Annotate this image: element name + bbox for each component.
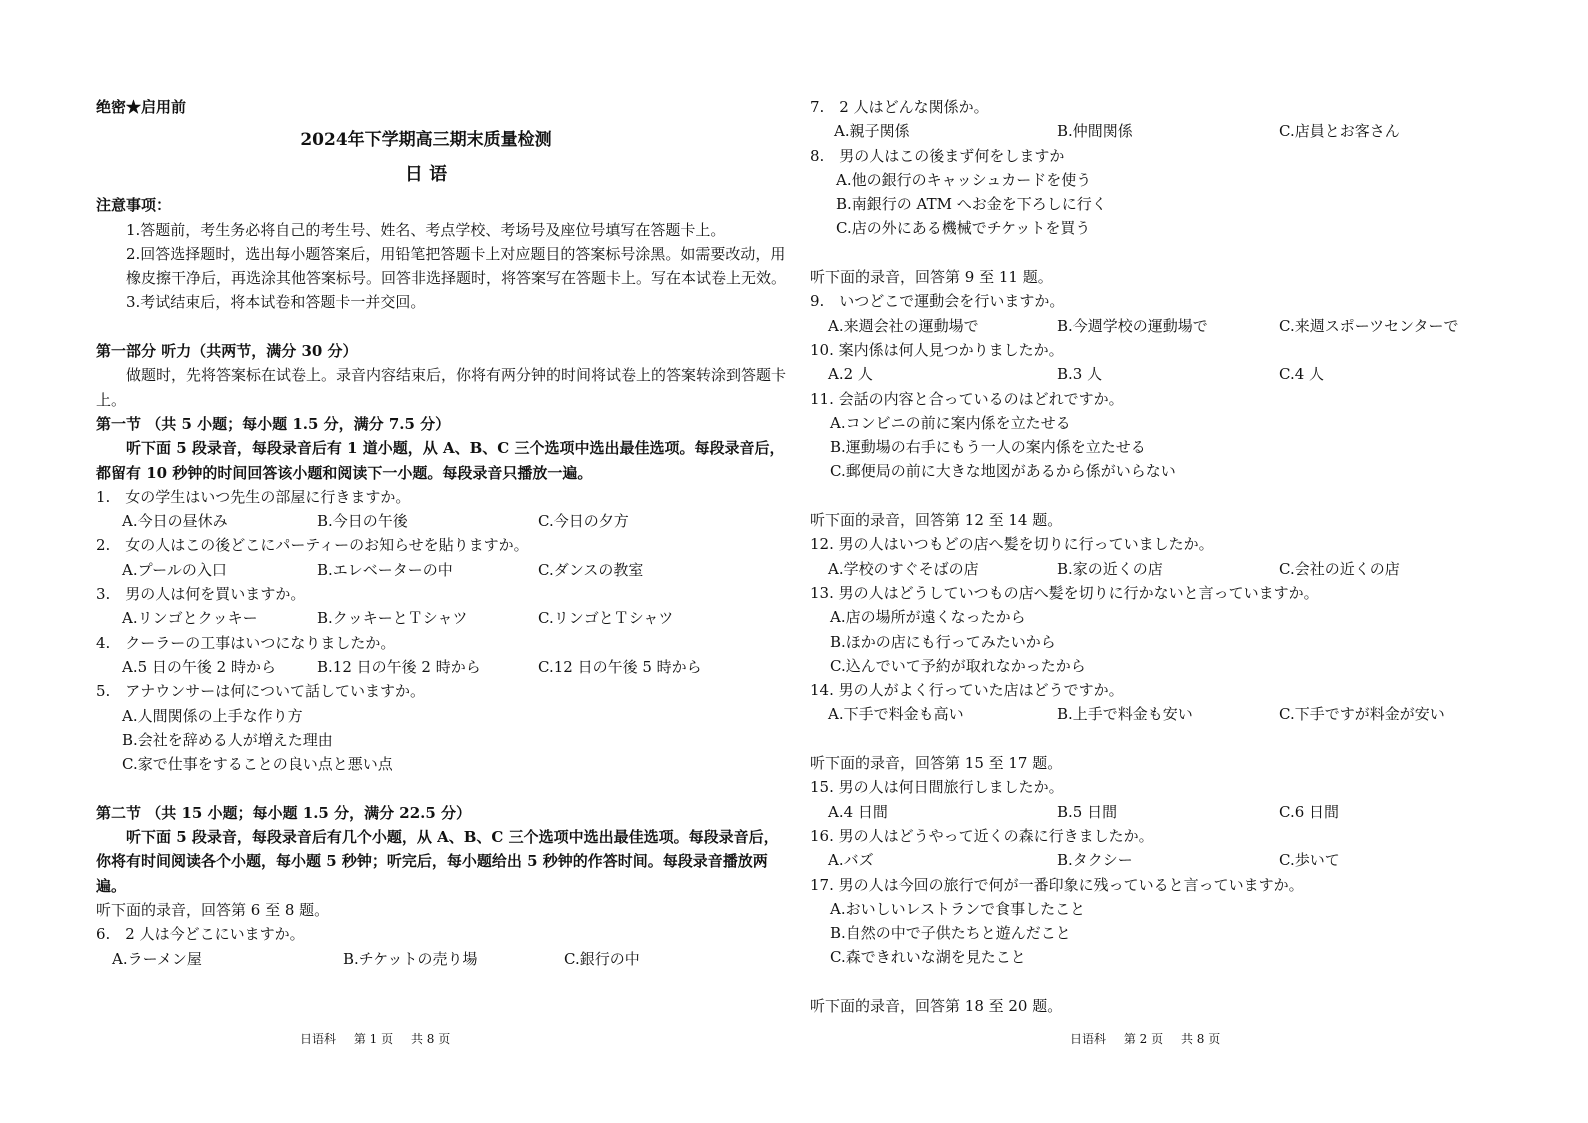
page-2-content bbox=[810, 95, 1500, 1018]
option-a: A.来週会社の運動場で bbox=[828, 316, 979, 335]
option-b: B.今週学校の運動場で bbox=[1057, 316, 1208, 335]
option-a: A.ラーメン屋 bbox=[112, 949, 202, 968]
part1-heading: 第一部分 听力（共两节，满分 30 分） bbox=[96, 342, 358, 361]
question-stem: 12. 男の人はいつもどの店へ髪を切りに行っていましたか。 bbox=[810, 535, 1214, 554]
options-row bbox=[810, 119, 1500, 143]
spacer bbox=[810, 970, 1500, 994]
option-b: B.ほかの店にも行ってみたいから bbox=[830, 632, 1056, 651]
part1-intro: 做题时，先将答案标在试卷上。录音内容结束后，你将有两分钟的时间将试卷上的答案转涂到答题卡上。 bbox=[96, 366, 787, 409]
option-b: B.クッキーとＴシャツ bbox=[317, 609, 468, 628]
question-6 bbox=[96, 922, 786, 971]
question-stem: 1. 女の学生はいつ先生の部屋に行きますか。 bbox=[96, 487, 411, 506]
option-b: B.家の近くの店 bbox=[1057, 559, 1163, 578]
confidential-label: 绝密★启用前 bbox=[96, 98, 187, 116]
spacer bbox=[810, 241, 1500, 265]
section2-heading: 第二节 （共 15 小题；每小题 1.5 分，满分 22.5 分） bbox=[96, 803, 472, 822]
option-b: B.南銀行の ATM へお金を下ろしに行く bbox=[836, 195, 1107, 214]
options-row bbox=[96, 558, 786, 582]
option-b: B.今日の午後 bbox=[317, 512, 408, 531]
options-row bbox=[96, 509, 786, 533]
option-b: B.エレベーターの中 bbox=[317, 560, 453, 579]
question-10 bbox=[810, 338, 1500, 387]
options-row bbox=[810, 848, 1500, 872]
option-c: C.歩いて bbox=[1279, 851, 1340, 870]
footer-subject: 日语科 bbox=[300, 1032, 337, 1046]
question-stem: 16. 男の人はどうやって近くの森に行きましたか。 bbox=[810, 826, 1154, 845]
group-instruction: 听下面的录音，回答第 6 至 8 题。 bbox=[96, 900, 330, 919]
option-a: A.プールの入口 bbox=[122, 560, 227, 579]
section1-heading: 第一节 （共 5 小题；每小题 1.5 分，满分 7.5 分） bbox=[96, 414, 451, 433]
notes-list bbox=[96, 218, 786, 315]
footer-total-pages: 共 8 页 bbox=[410, 1032, 451, 1046]
page-footer bbox=[1070, 1030, 1234, 1047]
option-b: B.タクシー bbox=[1057, 851, 1133, 870]
exam-title: 2024年下学期高三期末质量检测 bbox=[300, 130, 552, 151]
question-stem: 9. いつどこで運動会を行いますか。 bbox=[810, 292, 1065, 311]
option-a: A.下手で料金も高い bbox=[828, 705, 964, 724]
question-8 bbox=[810, 144, 1500, 241]
question-stem: 11. 会話の内容と合っているのはどれですか。 bbox=[810, 389, 1124, 408]
note-item: 1.答题前，考生务必将自己的考生号、姓名、考点学校、考场号及座位号填写在答题卡上。 bbox=[126, 220, 726, 239]
section2-instructions: 听下面 5 段录音，每段录音后有几个小题，从 A、B、C 三个选项中选出最佳选项。每段录音后，你将有时间阅读各个小题，每小题 5 秒钟；听完后，每小题给出 5 秒钟的作答时间。每段录音播放两遍。 bbox=[96, 828, 779, 895]
spacer bbox=[810, 727, 1500, 751]
option-a: A.コンビニの前に案内係を立たせる bbox=[830, 413, 1071, 432]
options-row bbox=[810, 557, 1500, 581]
footer-total-pages: 共 8 页 bbox=[1180, 1032, 1221, 1046]
option-a: A.学校のすぐそばの店 bbox=[828, 559, 979, 578]
question-2 bbox=[96, 533, 786, 582]
option-a: A.2 人 bbox=[828, 365, 873, 384]
group-instruction: 听下面的录音，回答第 15 至 17 题。 bbox=[810, 754, 1063, 773]
page-footer bbox=[300, 1030, 464, 1047]
option-c: C.郵便局の前に大きな地図があるから係がいらない bbox=[830, 462, 1176, 481]
question-stem: 15. 男の人は何日間旅行しましたか。 bbox=[810, 778, 1064, 797]
subject-title: 日 语 bbox=[404, 164, 448, 186]
spacer bbox=[96, 776, 786, 800]
question-stem: 6. 2 人は今どこにいますか。 bbox=[96, 925, 305, 944]
option-c: C.下手ですが料金が安い bbox=[1279, 705, 1445, 724]
footer-page-number: 第 2 页 bbox=[1123, 1032, 1164, 1046]
question-9 bbox=[810, 289, 1500, 338]
option-b: B.12 日の午後 2 時から bbox=[317, 657, 481, 676]
option-a: A.リンゴとクッキー bbox=[122, 609, 258, 628]
question-stem: 10. 案内係は何人見つかりましたか。 bbox=[810, 340, 1064, 359]
question-17 bbox=[810, 873, 1500, 970]
question-stem: 17. 男の人は今回の旅行で何が一番印象に残っていると言っていますか。 bbox=[810, 875, 1304, 894]
option-a: A.バズ bbox=[828, 851, 874, 870]
option-c: C.ダンスの教室 bbox=[538, 560, 644, 579]
question-stem: 5. アナウンサーは何について話していますか。 bbox=[96, 682, 426, 701]
option-c: C.店員とお客さん bbox=[1279, 122, 1400, 141]
question-11 bbox=[810, 387, 1500, 484]
section1-instructions: 听下面 5 段录音，每段录音后有 1 道小题，从 A、B、C 三个选项中选出最佳选项。每段录音后，都留有 10 秒钟的时间回答该小题和阅读下一小题。每段录音只播放一遍。 bbox=[96, 439, 785, 482]
question-13 bbox=[810, 581, 1500, 678]
options-row bbox=[96, 947, 786, 971]
options-row bbox=[810, 362, 1500, 386]
option-a: A.店の場所が遠くなったから bbox=[830, 608, 1026, 627]
option-c: C.銀行の中 bbox=[564, 949, 640, 968]
option-b: B.上手で料金も安い bbox=[1057, 705, 1193, 724]
option-c: C.4 人 bbox=[1279, 365, 1325, 384]
option-a: A.今日の昼休み bbox=[122, 512, 228, 531]
question-16 bbox=[810, 824, 1500, 873]
option-c: C.今日の夕方 bbox=[538, 512, 629, 531]
question-3 bbox=[96, 582, 786, 631]
option-b: B.チケットの売り場 bbox=[343, 949, 478, 968]
footer-page-number: 第 1 页 bbox=[353, 1032, 394, 1046]
footer-subject: 日语科 bbox=[1070, 1032, 1107, 1046]
option-b: B.運動場の右手にもう一人の案内係を立たせる bbox=[830, 438, 1146, 457]
question-stem: 14. 男の人がよく行っていた店はどうですか。 bbox=[810, 681, 1124, 700]
option-c: C.店の外にある機械でチケットを買う bbox=[836, 219, 1091, 238]
question-stem: 2. 女の人はこの後どこにパーティーのお知らせを貼りますか。 bbox=[96, 536, 529, 555]
options-row bbox=[96, 606, 786, 630]
option-c: C.込んでいて予約が取れなかったから bbox=[830, 656, 1086, 675]
spacer bbox=[810, 484, 1500, 508]
notes-heading: 注意事项： bbox=[96, 196, 172, 215]
option-a: A.人間関係の上手な作り方 bbox=[122, 706, 303, 725]
question-stem: 4. クーラーの工事はいつになりましたか。 bbox=[96, 633, 396, 652]
question-stem: 13. 男の人はどうしていつもの店へ髪を切りに行かないと言っていますか。 bbox=[810, 583, 1319, 602]
exam-page-2 bbox=[794, 0, 1588, 1123]
question-5 bbox=[96, 679, 786, 776]
note-item: 3.考试结束后，将本试卷和答题卡一并交回。 bbox=[126, 293, 426, 312]
option-b: B.会社を辞める人が増えた理由 bbox=[122, 730, 333, 749]
group-instruction: 听下面的录音，回答第 9 至 11 题。 bbox=[810, 268, 1053, 287]
note-item: 2.回答选择题时，选出每小题答案后，用铅笔把答题卡上对应题目的答案标号涂黑。如需要改动，用橡皮擦干净后，再选涂其他答案标号。回答非选择题时，将答案写在答题卡上。写在本试卷上无效。 bbox=[126, 244, 787, 288]
option-c: C.家で仕事をすることの良い点と悪い点 bbox=[122, 755, 393, 774]
question-stem: 7. 2 人はどんな関係か。 bbox=[810, 98, 989, 116]
question-1 bbox=[96, 485, 786, 534]
option-c: C.リンゴとＴシャツ bbox=[538, 609, 674, 628]
option-b: B.仲間関係 bbox=[1057, 122, 1133, 141]
option-b: B.3 人 bbox=[1057, 365, 1103, 384]
page-1-content bbox=[96, 95, 786, 971]
options-row bbox=[810, 800, 1500, 824]
question-stem: 8. 男の人はこの後まず何をしますか bbox=[810, 146, 1065, 165]
option-b: B.5 日間 bbox=[1057, 802, 1118, 821]
question-12 bbox=[810, 532, 1500, 581]
question-15 bbox=[810, 775, 1500, 824]
option-a: A.おいしいレストランで食事したこと bbox=[830, 899, 1086, 918]
option-a: A.親子関係 bbox=[834, 122, 910, 141]
option-c: C.会社の近くの店 bbox=[1279, 559, 1400, 578]
option-c: C.来週スポーツセンターで bbox=[1279, 316, 1459, 335]
options-row bbox=[96, 655, 786, 679]
option-b: B.自然の中で子供たちと遊んだこと bbox=[830, 924, 1071, 943]
option-c: C.6 日間 bbox=[1279, 802, 1340, 821]
option-a: A.4 日間 bbox=[828, 802, 888, 821]
option-c: C.12 日の午後 5 時から bbox=[538, 657, 702, 676]
question-4 bbox=[96, 631, 786, 680]
group-instruction: 听下面的录音，回答第 18 至 20 题。 bbox=[810, 996, 1063, 1015]
group-instruction: 听下面的录音，回答第 12 至 14 题。 bbox=[810, 511, 1063, 530]
options-row bbox=[810, 702, 1500, 726]
option-c: C.森できれいな湖を見たこと bbox=[830, 948, 1026, 967]
question-14 bbox=[810, 678, 1500, 727]
option-a: A.5 日の午後 2 時から bbox=[122, 657, 276, 676]
question-7 bbox=[810, 95, 1500, 144]
question-stem: 3. 男の人は何を買いますか。 bbox=[96, 585, 306, 604]
spacer bbox=[96, 315, 786, 339]
options-row bbox=[810, 314, 1500, 338]
option-a: A.他の銀行のキャッシュカードを使う bbox=[836, 170, 1092, 189]
